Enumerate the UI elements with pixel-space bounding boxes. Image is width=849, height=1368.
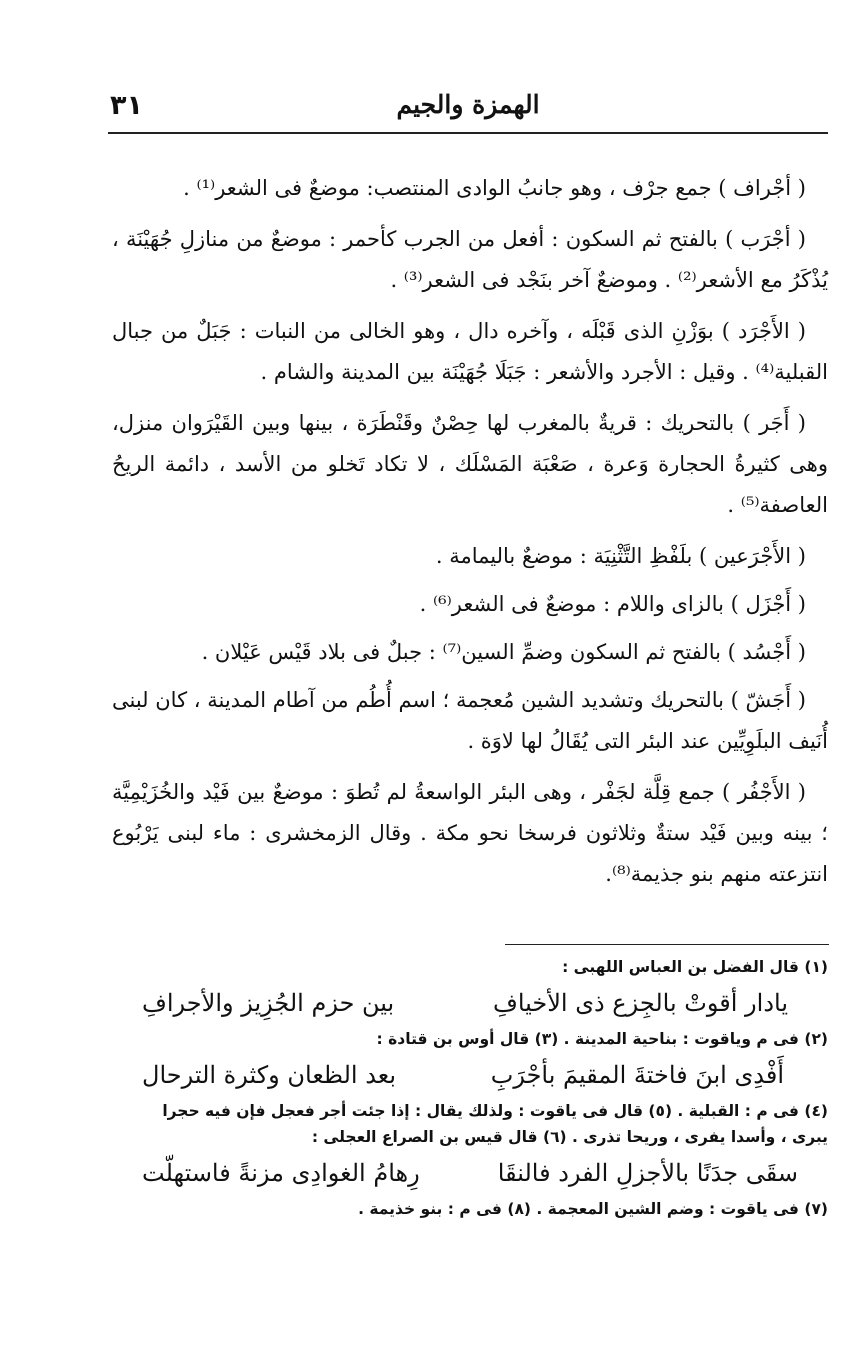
verse-2-second-hemistich: بعد الظعان وكثرة الترحال: [142, 1061, 397, 1089]
verse-1-first-hemistich: يادار أقوتْ بالجِزع ذى الأخيافِ: [492, 989, 788, 1017]
verse-3: [112, 1150, 828, 1196]
entry-ajzal: ( أَجْزَل ) بالزاى واللام : موضعٌ فى الشعر⁽⁶⁾ .: [419, 592, 806, 616]
entry-ajrab: ( أجْرَب ) بالفتح ثم السكون : أفعل من الجرب كأحمر : موضعٌ من منازلِ جُهَيْنَة ، يُذْكَرُ مع الأشعر⁽²⁾ . وموضعٌ آخر بنَجْد فى الشعر⁽³⁾ .: [112, 227, 828, 292]
footnote-7-8: (٧) فى ياقوت : وضم الشين المعجمة . (٨) فى م : بنو خذيمة .: [358, 1200, 828, 1218]
entry-al-ajfur: ( الأَجْفُر ) جمع قِلَّة لجَفْر ، وهى البئر الواسعةُ لم تُطوَ : موضعٌ بين فَيْد والخُزَيْمِيَّة ؛ بينه وبين فَيْد ستةٌ وثلاثون فرسخا نحو مكة . وقال الزمخشرى : ماء لبنى يَرْبُوع انتزعته منهم بنو جذيمة⁽⁸⁾.: [112, 780, 828, 886]
footnote-2-3: (٢) فى م وياقوت : بناحية المدينة . (٣) قال أوس بن قتادة :: [376, 1030, 828, 1048]
footnotes: [112, 954, 828, 1222]
verse-2: [112, 1052, 828, 1098]
footnote-5-cont-6: يبرى ، وأسدا يفرى ، وريحا تذرى . (٦) قال قيس بن الصراع العجلى :: [311, 1128, 828, 1146]
dictionary-entries: [112, 168, 828, 905]
entry-ajash: ( أَجَشّ ) بالتحريك وتشديد الشين مُعجمة ؛ اسم أُطُم من آطام المدينة ، كان لبنى أُنَيف البلَوِيِّين عند البئر التى يُقَالُ لها لاوَة .: [112, 688, 828, 753]
entry-ajar: ( أَجَر ) بالتحريك : قريةٌ بالمغرب لها حِصْنٌ وقَنْطَرَة ، بينها وبين القَيْرَوان منزل، وهى كثيرةُ الحجارة وَعرة ، صَعْبَة المَسْلَك ، لا تكاد تَخلو من الأسد ، دائمة الريحُ العاصفة⁽⁵⁾ .: [112, 411, 828, 517]
entry-ajraf: ( أجْراف ) جمع جرْف ، وهو جانبُ الوادى المنتصب: موضعٌ فى الشعر⁽¹⁾ .: [183, 176, 806, 200]
entry-ajsud: ( أَجْسُد ) بالفتح ثم السكون وضمِّ السين⁽⁷⁾ : جبلٌ فى بلاد قَيْس عَيْلان .: [201, 640, 806, 664]
footnote-4-5: (٤) فى م : القبلية . (٥) قال فى ياقوت : ولذلك يقال : إذا جئت أجر فعجل فإن فيه حجرا: [162, 1102, 828, 1120]
verse-3-second-hemistich: رِهامُ الغوادِى مزنةً فاستهلّت: [142, 1159, 420, 1187]
page-number: ٣١: [110, 90, 143, 121]
verse-1: [112, 980, 828, 1026]
verse-3-first-hemistich: سقَى جدَنًا بالأجزلِ الفرد فالنقَا: [497, 1159, 798, 1187]
entry-al-ajraain: ( الأَجْرَعين ) بلَفْظِ التَّثْنِيَة : موضعٌ باليمامة .: [435, 544, 806, 568]
entry-al-ajrad: ( الأَجْرَد ) بوَزْنِ الذى قَبْلَه ، وآخره دال ، وهو الخالى من النبات : جَبَلٌ من جبال القبلية⁽⁴⁾ . وقيل : الأجرد والأشعر : جَبَلَا جُهَيْنَة بين المدينة والشام .: [112, 319, 828, 384]
running-title: الهمزة والجيم: [396, 90, 540, 119]
verse-2-first-hemistich: أَفْدِى ابنَ فاختةَ المقيمَ بأجْرَبِ: [490, 1061, 784, 1089]
verse-1-second-hemistich: بين حزم الجُزِيز والأجرافِ: [142, 989, 395, 1017]
page-header: [108, 88, 828, 128]
footnote-1: (١) قال الفضل بن العباس اللهبى :: [562, 958, 828, 976]
footnote-rule: [505, 944, 829, 945]
header-rule: [108, 132, 828, 134]
